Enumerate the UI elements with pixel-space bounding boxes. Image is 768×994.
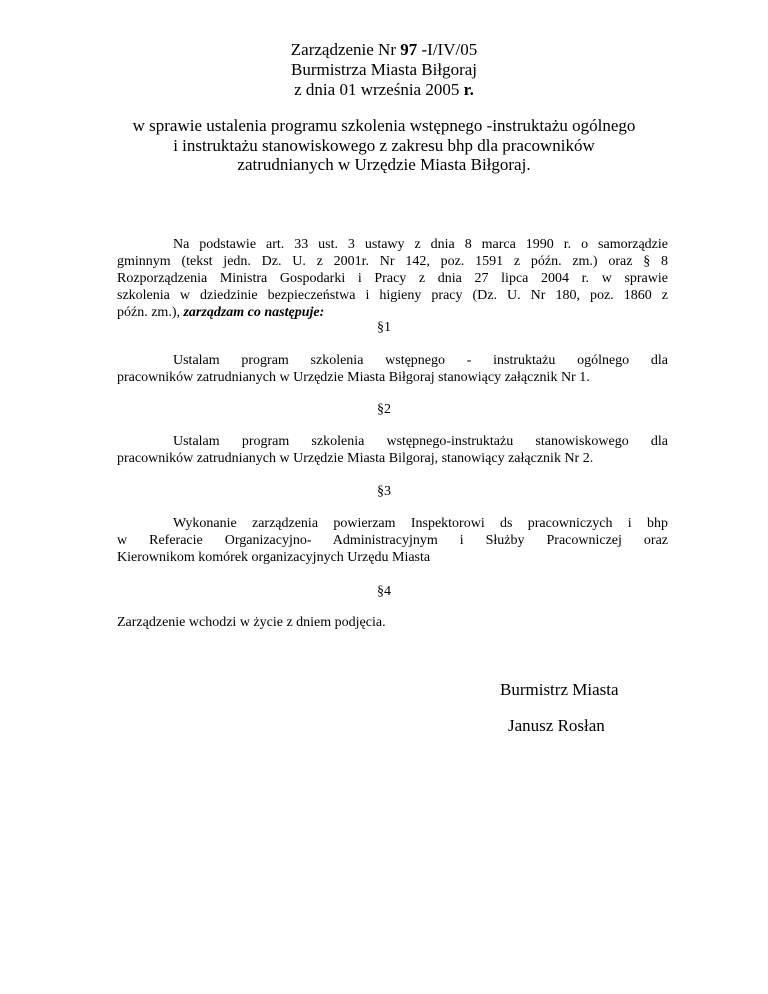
section-line: pracowników zatrudnianych w Urzędzie Miasta Biłgoraj stanowiący załącznik Nr 1. <box>117 370 590 385</box>
issuer: Burmistrza Miasta Biłgoraj <box>290 60 478 79</box>
section-2-text <box>117 433 668 467</box>
enacting-clause: zarządzam co następuje: <box>183 305 325 320</box>
preamble-line: Na podstawie art. 33 ust. 3 ustawy z dnia 8 marca 1990 r. o samorządzie <box>173 237 668 252</box>
subject-line-3: zatrudnianych w Urzędzie Miasta Biłgoraj. <box>237 155 531 174</box>
section-4-text <box>117 614 668 631</box>
section-line: pracowników zatrudnianych w Urzędzie Miasta Bilgoraj, stanowiący załącznik Nr 2. <box>117 451 594 466</box>
preamble-line: gminnym (tekst jedn. Dz. U. z 2001r. Nr 142, poz. 1591 z późn. zm.) oraz § 8 <box>117 254 668 269</box>
document-title <box>0 40 768 59</box>
section-line: Ustalam program szkolenia wstępnego - instruktażu ogólnego dla <box>173 353 668 368</box>
signatory-name: Janusz Rosłan <box>508 716 605 735</box>
date-suffix: r. <box>463 80 474 99</box>
preamble-text: późn. zm.), <box>117 305 184 320</box>
section-mark-1: §1 <box>377 320 391 335</box>
date-text: z dnia 01 września 2005 <box>294 80 464 99</box>
section-line: w Referacie Organizacyjno- Administracyjnym i Służby Pracowniczej oraz <box>117 533 668 548</box>
order-number: 97 <box>400 40 418 59</box>
subject-line-2: i instruktażu stanowiskowego z zakresu bhp dla pracowników <box>173 136 595 155</box>
issue-date <box>0 80 768 99</box>
preamble-line: Rozporządzenia Ministra Gospodarki i Pracy z dnia 27 lipca 2004 r. w sprawie <box>117 271 668 286</box>
section-line: Wykonanie zarządzenia powierzam Inspektorowi ds pracowniczych i bhp <box>173 516 668 531</box>
title-suffix: -I/IV/05 <box>417 40 478 59</box>
section-3-text <box>117 515 668 566</box>
subject-line-1: w sprawie ustalenia programu szkolenia wstępnego -instruktażu ogólnego <box>132 116 636 135</box>
section-line: Kierownikom komórek organizacyjnych Urzędu Miasta <box>117 550 431 565</box>
preamble-line: szkolenia w dziedzinie bezpieczeństwa i higieny pracy (Dz. U. Nr 180, poz. 1860 z <box>117 288 668 303</box>
section-mark-3: §3 <box>377 484 391 499</box>
title-prefix: Zarządzenie Nr <box>290 40 401 59</box>
section-mark-2: §2 <box>377 402 391 417</box>
section-line: Zarządzenie wchodzi w życie z dniem podjęcia. <box>117 615 386 630</box>
signatory-title: Burmistrz Miasta <box>500 680 619 699</box>
preamble <box>117 236 668 321</box>
section-mark-4: §4 <box>377 584 391 599</box>
section-line: Ustalam program szkolenia wstępnego-instruktażu stanowiskowego dla <box>173 434 668 449</box>
section-1-text <box>117 352 668 386</box>
